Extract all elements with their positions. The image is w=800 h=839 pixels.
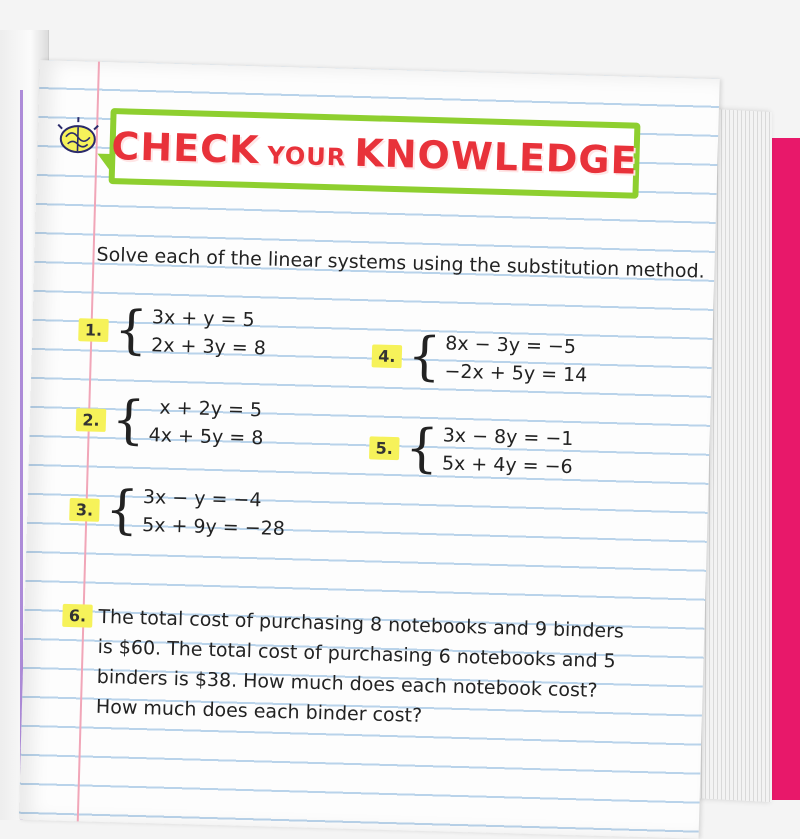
equation: 3x + y = 5 — [151, 306, 255, 332]
problem-number: 1. — [78, 318, 109, 342]
equation-system — [444, 329, 588, 389]
problem-2 — [75, 391, 264, 452]
equation: 2x + 3y = 8 — [150, 334, 267, 360]
check-your-knowledge-banner — [109, 108, 641, 199]
equation-system — [442, 421, 574, 481]
problem-number: 4. — [372, 344, 403, 368]
problem-number: 5. — [369, 436, 400, 460]
title-check: CHECK — [110, 124, 261, 173]
problem-6 — [60, 601, 643, 737]
equation: 8x − 3y = −5 — [445, 332, 577, 359]
equation-system — [151, 303, 267, 362]
brace-icon: { — [111, 390, 146, 452]
problem-number: 2. — [76, 408, 107, 432]
equation: 4x + 5y = 8 — [148, 424, 264, 450]
brace-icon: { — [104, 480, 140, 541]
instructions: Solve each of the linear systems using the substitution method. — [96, 243, 706, 283]
brace-icon: { — [407, 326, 442, 388]
title-your: YOUR — [266, 141, 347, 172]
brace-icon: { — [404, 418, 440, 480]
problem-4 — [371, 327, 588, 389]
equation-system — [142, 483, 286, 543]
brain-icon — [53, 116, 102, 157]
equation: −2x + 5y = 14 — [444, 360, 588, 387]
banner-title — [111, 124, 638, 183]
equation: x + 2y = 5 — [159, 396, 263, 422]
equation: 3x − 8y = −1 — [442, 424, 574, 451]
problem-1 — [78, 301, 267, 362]
problem-number: 3. — [69, 498, 100, 522]
problem-5 — [369, 419, 574, 481]
equation: 5x + 4y = −6 — [441, 452, 573, 479]
brace-icon: { — [113, 300, 149, 362]
equation: 3x − y = −4 — [142, 486, 262, 512]
equation-system — [148, 393, 264, 452]
problem-number: 6. — [62, 604, 93, 628]
equation: 5x + 9y = −28 — [141, 514, 286, 541]
title-knowledge: KNOWLEDGE — [353, 130, 639, 183]
workbook-page — [19, 60, 720, 839]
word-problem-text: The total cost of purchasing 8 notebooks and 9 binders is $60. The total cost of purchasing 6 notebooks and 5 binders is $38. How much does each notebook cost? How much does each binder cost? — [95, 605, 625, 727]
problem-3 — [69, 481, 286, 543]
